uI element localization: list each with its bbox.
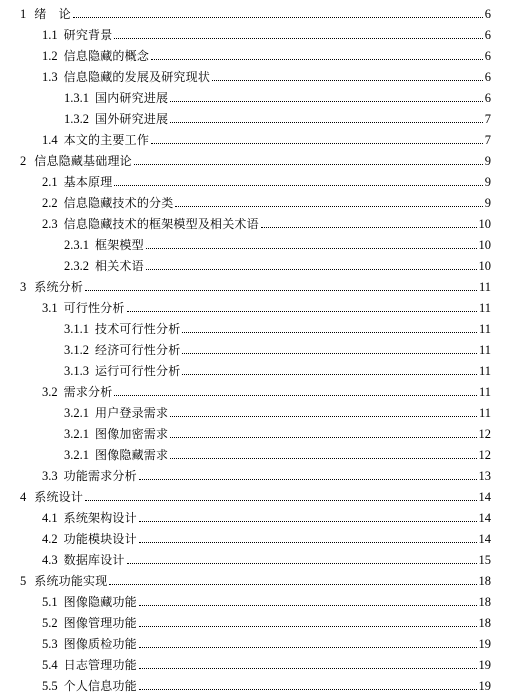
toc-leader-dots — [151, 142, 483, 144]
toc-entry-page: 6 — [484, 91, 491, 105]
toc-leader-dots — [139, 667, 477, 669]
toc-leader-dots — [170, 415, 477, 417]
toc-entry[interactable] — [0, 273, 491, 294]
toc-entry-title: 功能模块设计 — [63, 532, 137, 546]
toc-entry[interactable] — [0, 504, 491, 525]
toc-entry-title: 基本原理 — [63, 175, 113, 189]
toc-entry[interactable] — [0, 609, 491, 630]
toc-leader-dots — [170, 100, 483, 102]
toc-entry-title: 图像隐藏功能 — [63, 595, 137, 609]
toc-entry-title: 国外研究进展 — [95, 112, 169, 126]
toc-leader-dots — [73, 16, 483, 18]
toc-entry-number: 1.3.2 — [64, 112, 89, 126]
toc-leader-dots — [109, 583, 476, 585]
toc-entry-number: 1.4 — [42, 133, 58, 147]
toc-entry[interactable] — [0, 336, 491, 357]
toc-entry[interactable] — [0, 357, 491, 378]
toc-entry-page: 11 — [478, 406, 491, 420]
toc-leader-dots — [139, 541, 477, 543]
toc-leader-dots — [212, 79, 483, 81]
toc-entry-title: 信息隐藏的概念 — [63, 49, 150, 63]
toc-leader-dots — [139, 688, 477, 690]
toc-entry-title: 信息隐藏的发展及研究现状 — [63, 70, 211, 84]
toc-entry-page: 18 — [478, 595, 491, 609]
toc-entry-title: 信息隐藏基础理论 — [34, 154, 132, 168]
toc-entry-page: 10 — [478, 217, 491, 231]
toc-entry[interactable] — [0, 567, 491, 588]
toc-entry-number: 5.1 — [42, 595, 58, 609]
toc-leader-dots — [182, 352, 477, 354]
toc-entry-number: 2.2 — [42, 196, 58, 210]
toc-entry-page: 12 — [478, 427, 491, 441]
toc-entry-title: 图像管理功能 — [63, 616, 137, 630]
toc-entry-title: 系统架构设计 — [63, 511, 137, 525]
toc-leader-dots — [85, 289, 477, 291]
toc-entry[interactable] — [0, 315, 491, 336]
toc-entry-page: 15 — [478, 553, 491, 567]
toc-leader-dots — [261, 226, 477, 228]
toc-leader-dots — [146, 268, 477, 270]
toc-entry-title: 系统功能实现 — [34, 574, 108, 588]
toc-entry-title: 数据库设计 — [63, 553, 125, 567]
toc-entry-number: 5.3 — [42, 637, 58, 651]
toc-leader-dots — [139, 520, 477, 522]
toc-entry[interactable] — [0, 189, 491, 210]
toc-entry-number: 5.5 — [42, 679, 58, 693]
toc-entry[interactable] — [0, 63, 491, 84]
toc-leader-dots — [170, 436, 476, 438]
toc-entry-title: 图像加密需求 — [95, 427, 169, 441]
toc-entry[interactable] — [0, 42, 491, 63]
toc-entry[interactable] — [0, 651, 491, 672]
toc-entry[interactable] — [0, 378, 491, 399]
toc-entry[interactable] — [0, 126, 491, 147]
toc-entry[interactable] — [0, 399, 491, 420]
toc-entry[interactable] — [0, 252, 491, 273]
toc-entry-title: 经济可行性分析 — [95, 343, 181, 357]
toc-leader-dots — [139, 478, 477, 480]
toc-leader-dots — [139, 604, 477, 606]
toc-entry-number: 4.3 — [42, 553, 58, 567]
toc-entry-page: 19 — [478, 679, 491, 693]
toc-entry-number: 2.3.2 — [64, 259, 89, 273]
toc-entry-page: 13 — [478, 469, 491, 483]
toc-entry-title: 运行可行性分析 — [95, 364, 181, 378]
toc-entry-title: 国内研究进展 — [95, 91, 169, 105]
toc-leader-dots — [175, 205, 482, 207]
toc-entry-title: 功能需求分析 — [63, 469, 137, 483]
toc-entry-title: 本文的主要工作 — [63, 133, 150, 147]
toc-entry[interactable] — [0, 525, 491, 546]
toc-entry-page: 11 — [478, 301, 491, 315]
toc-entry-number: 3 — [20, 280, 27, 294]
toc-entry-title: 图像质检功能 — [63, 637, 137, 651]
toc-entry-number: 3.3 — [42, 469, 58, 483]
toc-entry-page: 11 — [478, 364, 491, 378]
toc-entry-number: 1.3 — [42, 70, 58, 84]
toc-entry-page: 9 — [484, 196, 491, 210]
toc-entry-title: 个人信息功能 — [63, 679, 137, 693]
toc-entry-number: 3.1 — [42, 301, 58, 315]
toc-entry-page: 18 — [478, 616, 491, 630]
toc-entry-page: 9 — [484, 154, 491, 168]
toc-leader-dots — [151, 58, 483, 60]
toc-entry[interactable] — [0, 462, 491, 483]
toc-entry-number: 3.2.1 — [64, 427, 89, 441]
toc-leader-dots — [134, 163, 483, 165]
toc-entry-title: 相关术语 — [95, 259, 144, 273]
toc-entry-page: 6 — [484, 7, 491, 21]
toc-entry-number: 2.1 — [42, 175, 58, 189]
toc-entry-title: 研究背景 — [63, 28, 113, 42]
toc-entry-number: 1.1 — [42, 28, 58, 42]
toc-entry-title: 技术可行性分析 — [95, 322, 181, 336]
toc-entry[interactable] — [0, 294, 491, 315]
toc-leader-dots — [85, 499, 476, 501]
toc-entry-page: 14 — [478, 490, 491, 504]
toc-entry-page: 19 — [478, 658, 491, 672]
toc-entry-title: 绪 论 — [34, 7, 71, 21]
toc-entry-page: 12 — [478, 448, 491, 462]
toc-entry-number: 2.3.1 — [64, 238, 89, 252]
toc-entry-page: 18 — [478, 574, 491, 588]
toc-entry[interactable] — [0, 441, 491, 462]
toc-entry[interactable] — [0, 546, 491, 567]
toc-leader-dots — [127, 310, 477, 312]
toc-entry[interactable] — [0, 168, 491, 189]
toc-entry-page: 7 — [484, 133, 491, 147]
toc-entry-page: 11 — [478, 385, 491, 399]
toc-entry-page: 11 — [478, 343, 491, 357]
toc-entry[interactable] — [0, 672, 491, 693]
toc-entry-title: 信息隐藏技术的框架模型及相关术语 — [63, 217, 259, 231]
toc-leader-dots — [139, 646, 477, 648]
toc-entry-page: 10 — [478, 259, 491, 273]
toc-entry-title: 日志管理功能 — [63, 658, 137, 672]
toc-entry-number: 5.4 — [42, 658, 58, 672]
toc-entry[interactable] — [0, 420, 491, 441]
toc-leader-dots — [114, 394, 477, 396]
toc-entry-number: 3.1.3 — [64, 364, 89, 378]
toc-entry[interactable] — [0, 210, 491, 231]
toc-leader-dots — [170, 457, 476, 459]
toc-leader-dots — [146, 247, 477, 249]
toc-entry-number: 4.1 — [42, 511, 58, 525]
toc-entry-page: 6 — [484, 70, 491, 84]
toc-entry-title: 信息隐藏技术的分类 — [63, 196, 174, 210]
toc-entry-page: 6 — [484, 28, 491, 42]
toc-entry-number: 4.2 — [42, 532, 58, 546]
toc-entry[interactable] — [0, 483, 491, 504]
toc-entry[interactable] — [0, 588, 491, 609]
toc-leader-dots — [114, 184, 482, 186]
toc-entry-number: 5.2 — [42, 616, 58, 630]
toc-entry-page: 10 — [478, 238, 491, 252]
toc-entry[interactable] — [0, 147, 491, 168]
toc-leader-dots — [127, 562, 477, 564]
toc-entry-title: 框架模型 — [95, 238, 144, 252]
toc-entry-number: 3.2.1 — [64, 448, 89, 462]
toc-entry[interactable] — [0, 0, 491, 21]
toc-entry-page: 9 — [484, 175, 491, 189]
toc-entry-number: 1.2 — [42, 49, 58, 63]
toc-leader-dots — [139, 625, 477, 627]
toc-entry-number: 5 — [20, 574, 27, 588]
toc-entry-number: 1 — [20, 7, 27, 21]
toc-entry-page: 19 — [478, 637, 491, 651]
toc-entry[interactable] — [0, 105, 491, 126]
toc-entry-title: 可行性分析 — [63, 301, 125, 315]
toc-entry-number: 3.1.1 — [64, 322, 89, 336]
toc-entry-number: 2.3 — [42, 217, 58, 231]
toc-entry-title: 系统分析 — [34, 280, 84, 294]
toc-entry-page: 7 — [484, 112, 491, 126]
toc-leader-dots — [170, 121, 483, 123]
toc-entry-page: 14 — [478, 532, 491, 546]
toc-leader-dots — [114, 37, 482, 39]
toc-entry-page: 11 — [478, 322, 491, 336]
toc-entry-page: 11 — [478, 280, 491, 294]
toc-entry-number: 4 — [20, 490, 27, 504]
toc-entry-number: 3.2.1 — [64, 406, 89, 420]
toc-entry-number: 2 — [20, 154, 27, 168]
toc-entry-page: 14 — [478, 511, 491, 525]
toc-entry-title: 需求分析 — [63, 385, 113, 399]
toc-entry-page: 6 — [484, 49, 491, 63]
toc-entry[interactable] — [0, 630, 491, 651]
toc-entry-title: 系统设计 — [34, 490, 84, 504]
toc-entry-title: 用户登录需求 — [95, 406, 169, 420]
toc-leader-dots — [182, 373, 477, 375]
toc-entry[interactable] — [0, 231, 491, 252]
toc-entry[interactable] — [0, 84, 491, 105]
toc-entry-number: 1.3.1 — [64, 91, 89, 105]
toc-entry-title: 图像隐藏需求 — [95, 448, 169, 462]
toc-entry-number: 3.1.2 — [64, 343, 89, 357]
toc-leader-dots — [182, 331, 477, 333]
toc-entry[interactable] — [0, 21, 491, 42]
toc-entry-number: 3.2 — [42, 385, 58, 399]
